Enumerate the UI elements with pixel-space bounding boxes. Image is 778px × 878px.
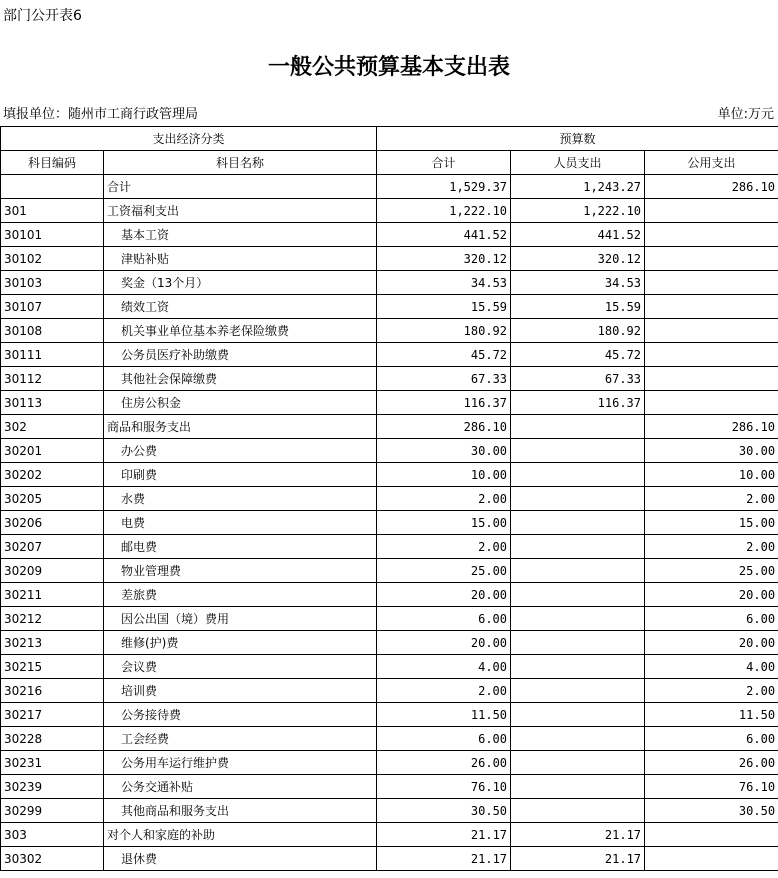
- cell-code: 301: [1, 199, 104, 223]
- cell-name: 工资福利支出: [104, 199, 377, 223]
- cell-personnel: [511, 775, 645, 799]
- cell-name: 水费: [104, 487, 377, 511]
- cell-personnel: 45.72: [511, 343, 645, 367]
- cell-total: 320.12: [377, 247, 511, 271]
- cell-total: 4.00: [377, 655, 511, 679]
- header-name: 科目名称: [104, 151, 377, 175]
- cell-total: 15.00: [377, 511, 511, 535]
- header-econ-category: 支出经济分类: [1, 127, 377, 151]
- cell-total: 26.00: [377, 751, 511, 775]
- cell-name: 公务接待费: [104, 703, 377, 727]
- cell-code: 30215: [1, 655, 104, 679]
- table-row: [1, 703, 778, 727]
- cell-total: 116.37: [377, 391, 511, 415]
- cell-total: 180.92: [377, 319, 511, 343]
- cell-total: 1,529.37: [377, 175, 511, 199]
- table-row: [1, 535, 778, 559]
- cell-name: 基本工资: [104, 223, 377, 247]
- cell-total: 20.00: [377, 583, 511, 607]
- cell-personnel: 180.92: [511, 319, 645, 343]
- cell-name: 电费: [104, 511, 377, 535]
- cell-personnel: [511, 679, 645, 703]
- cell-code: 30107: [1, 295, 104, 319]
- cell-public: [645, 223, 778, 247]
- header-code: 科目编码: [1, 151, 104, 175]
- cell-code: 30206: [1, 511, 104, 535]
- header-budget-amount: 预算数: [377, 127, 778, 151]
- cell-public: 2.00: [645, 535, 778, 559]
- cell-personnel: 34.53: [511, 271, 645, 295]
- table-row: [1, 247, 778, 271]
- cell-code: 30202: [1, 463, 104, 487]
- reporting-unit: 填报单位：随州市工商行政管理局: [3, 107, 199, 122]
- cell-name: 印刷费: [104, 463, 377, 487]
- cell-personnel: [511, 415, 645, 439]
- header-public: 公用支出: [645, 151, 778, 175]
- cell-name: 其他社会保障缴费: [104, 367, 377, 391]
- table-row: [1, 367, 778, 391]
- cell-code: [1, 175, 104, 199]
- cell-name: 津贴补贴: [104, 247, 377, 271]
- cell-public: [645, 343, 778, 367]
- cell-total: 1,222.10: [377, 199, 511, 223]
- cell-name: 维修(护)费: [104, 631, 377, 655]
- cell-total: 2.00: [377, 487, 511, 511]
- table-row: [1, 463, 778, 487]
- cell-personnel: [511, 583, 645, 607]
- cell-code: 30239: [1, 775, 104, 799]
- table-row: [1, 487, 778, 511]
- cell-personnel: [511, 751, 645, 775]
- table-row: [1, 751, 778, 775]
- cell-total: 10.00: [377, 463, 511, 487]
- cell-public: 20.00: [645, 631, 778, 655]
- cell-public: 15.00: [645, 511, 778, 535]
- form-code: 部门公开表6: [3, 8, 82, 24]
- cell-name: 因公出国（境）费用: [104, 607, 377, 631]
- cell-name: 邮电费: [104, 535, 377, 559]
- cell-code: 30103: [1, 271, 104, 295]
- cell-code: 30111: [1, 343, 104, 367]
- cell-public: [645, 367, 778, 391]
- cell-name: 办公费: [104, 439, 377, 463]
- header-total: 合计: [377, 151, 511, 175]
- cell-name: 物业管理费: [104, 559, 377, 583]
- cell-total: 45.72: [377, 343, 511, 367]
- cell-public: 4.00: [645, 655, 778, 679]
- cell-code: 30112: [1, 367, 104, 391]
- cell-name: 会议费: [104, 655, 377, 679]
- cell-total: 25.00: [377, 559, 511, 583]
- cell-code: 30216: [1, 679, 104, 703]
- cell-name: 培训费: [104, 679, 377, 703]
- cell-public: 30.50: [645, 799, 778, 823]
- cell-code: 30212: [1, 607, 104, 631]
- cell-name: 其他商品和服务支出: [104, 799, 377, 823]
- table-row: [1, 607, 778, 631]
- cell-personnel: 21.17: [511, 847, 645, 871]
- cell-name: 商品和服务支出: [104, 415, 377, 439]
- cell-personnel: [511, 727, 645, 751]
- cell-total: 34.53: [377, 271, 511, 295]
- table-row: [1, 679, 778, 703]
- budget-table: [0, 126, 778, 871]
- cell-name: 公务员医疗补助缴费: [104, 343, 377, 367]
- cell-name: 退休费: [104, 847, 377, 871]
- cell-personnel: [511, 799, 645, 823]
- table-row: [1, 391, 778, 415]
- cell-personnel: [511, 631, 645, 655]
- cell-personnel: 21.17: [511, 823, 645, 847]
- cell-total: 15.59: [377, 295, 511, 319]
- table-row: [1, 559, 778, 583]
- cell-total: 21.17: [377, 823, 511, 847]
- table-row: [1, 799, 778, 823]
- cell-code: 30299: [1, 799, 104, 823]
- cell-personnel: 1,222.10: [511, 199, 645, 223]
- cell-personnel: [511, 439, 645, 463]
- cell-code: 30213: [1, 631, 104, 655]
- cell-name: 绩效工资: [104, 295, 377, 319]
- cell-code: 30207: [1, 535, 104, 559]
- cell-name: 住房公积金: [104, 391, 377, 415]
- cell-public: [645, 847, 778, 871]
- cell-public: 2.00: [645, 679, 778, 703]
- table-row: [1, 583, 778, 607]
- cell-name: 公务交通补贴: [104, 775, 377, 799]
- cell-public: [645, 319, 778, 343]
- cell-code: 30101: [1, 223, 104, 247]
- table-row: [1, 319, 778, 343]
- cell-code: 30228: [1, 727, 104, 751]
- cell-public: 6.00: [645, 607, 778, 631]
- table-row: [1, 415, 778, 439]
- cell-public: [645, 295, 778, 319]
- cell-personnel: [511, 487, 645, 511]
- cell-code: 30231: [1, 751, 104, 775]
- cell-name: 合计: [104, 175, 377, 199]
- cell-personnel: [511, 535, 645, 559]
- cell-code: 303: [1, 823, 104, 847]
- cell-code: 30205: [1, 487, 104, 511]
- cell-total: 76.10: [377, 775, 511, 799]
- cell-name: 机关事业单位基本养老保险缴费: [104, 319, 377, 343]
- cell-public: 11.50: [645, 703, 778, 727]
- cell-personnel: 320.12: [511, 247, 645, 271]
- cell-total: 2.00: [377, 535, 511, 559]
- table-row: [1, 199, 778, 223]
- cell-total: 30.50: [377, 799, 511, 823]
- cell-name: 公务用车运行维护费: [104, 751, 377, 775]
- table-row: [1, 295, 778, 319]
- cell-name: 工会经费: [104, 727, 377, 751]
- cell-total: 441.52: [377, 223, 511, 247]
- cell-personnel: 441.52: [511, 223, 645, 247]
- cell-public: 20.00: [645, 583, 778, 607]
- cell-total: 30.00: [377, 439, 511, 463]
- table-row: [1, 631, 778, 655]
- cell-personnel: 1,243.27: [511, 175, 645, 199]
- cell-public: [645, 247, 778, 271]
- page-title: 一般公共预算基本支出表: [267, 54, 510, 80]
- table-row: [1, 823, 778, 847]
- cell-personnel: [511, 607, 645, 631]
- currency-unit: 单位:万元: [717, 107, 774, 122]
- cell-code: 30201: [1, 439, 104, 463]
- cell-public: 76.10: [645, 775, 778, 799]
- table-body: [1, 175, 778, 871]
- table-row: [1, 727, 778, 751]
- cell-public: 30.00: [645, 439, 778, 463]
- cell-total: 67.33: [377, 367, 511, 391]
- header-personnel: 人员支出: [511, 151, 645, 175]
- table-row: [1, 847, 778, 871]
- cell-personnel: 67.33: [511, 367, 645, 391]
- table-row: [1, 223, 778, 247]
- cell-code: 30209: [1, 559, 104, 583]
- table-row: [1, 343, 778, 367]
- cell-total: 11.50: [377, 703, 511, 727]
- cell-code: 30302: [1, 847, 104, 871]
- cell-public: [645, 823, 778, 847]
- table-row: [1, 511, 778, 535]
- table-row: [1, 175, 778, 199]
- cell-personnel: [511, 703, 645, 727]
- cell-public: 26.00: [645, 751, 778, 775]
- cell-personnel: [511, 559, 645, 583]
- cell-personnel: [511, 655, 645, 679]
- cell-code: 30211: [1, 583, 104, 607]
- cell-total: 6.00: [377, 607, 511, 631]
- cell-total: 21.17: [377, 847, 511, 871]
- cell-code: 30113: [1, 391, 104, 415]
- cell-name: 对个人和家庭的补助: [104, 823, 377, 847]
- cell-code: 302: [1, 415, 104, 439]
- cell-public: [645, 199, 778, 223]
- cell-total: 20.00: [377, 631, 511, 655]
- cell-total: 2.00: [377, 679, 511, 703]
- cell-public: 286.10: [645, 415, 778, 439]
- cell-name: 奖金（13个月）: [104, 271, 377, 295]
- cell-public: 25.00: [645, 559, 778, 583]
- cell-name: 差旅费: [104, 583, 377, 607]
- cell-code: 30217: [1, 703, 104, 727]
- cell-public: 6.00: [645, 727, 778, 751]
- cell-total: 286.10: [377, 415, 511, 439]
- cell-personnel: [511, 511, 645, 535]
- cell-public: [645, 391, 778, 415]
- cell-public: [645, 271, 778, 295]
- cell-code: 30102: [1, 247, 104, 271]
- cell-personnel: 15.59: [511, 295, 645, 319]
- cell-public: 286.10: [645, 175, 778, 199]
- table-row: [1, 271, 778, 295]
- cell-total: 6.00: [377, 727, 511, 751]
- table-row: [1, 655, 778, 679]
- cell-public: 2.00: [645, 487, 778, 511]
- table-row: [1, 775, 778, 799]
- cell-personnel: [511, 463, 645, 487]
- cell-code: 30108: [1, 319, 104, 343]
- cell-personnel: 116.37: [511, 391, 645, 415]
- cell-public: 10.00: [645, 463, 778, 487]
- table-row: [1, 439, 778, 463]
